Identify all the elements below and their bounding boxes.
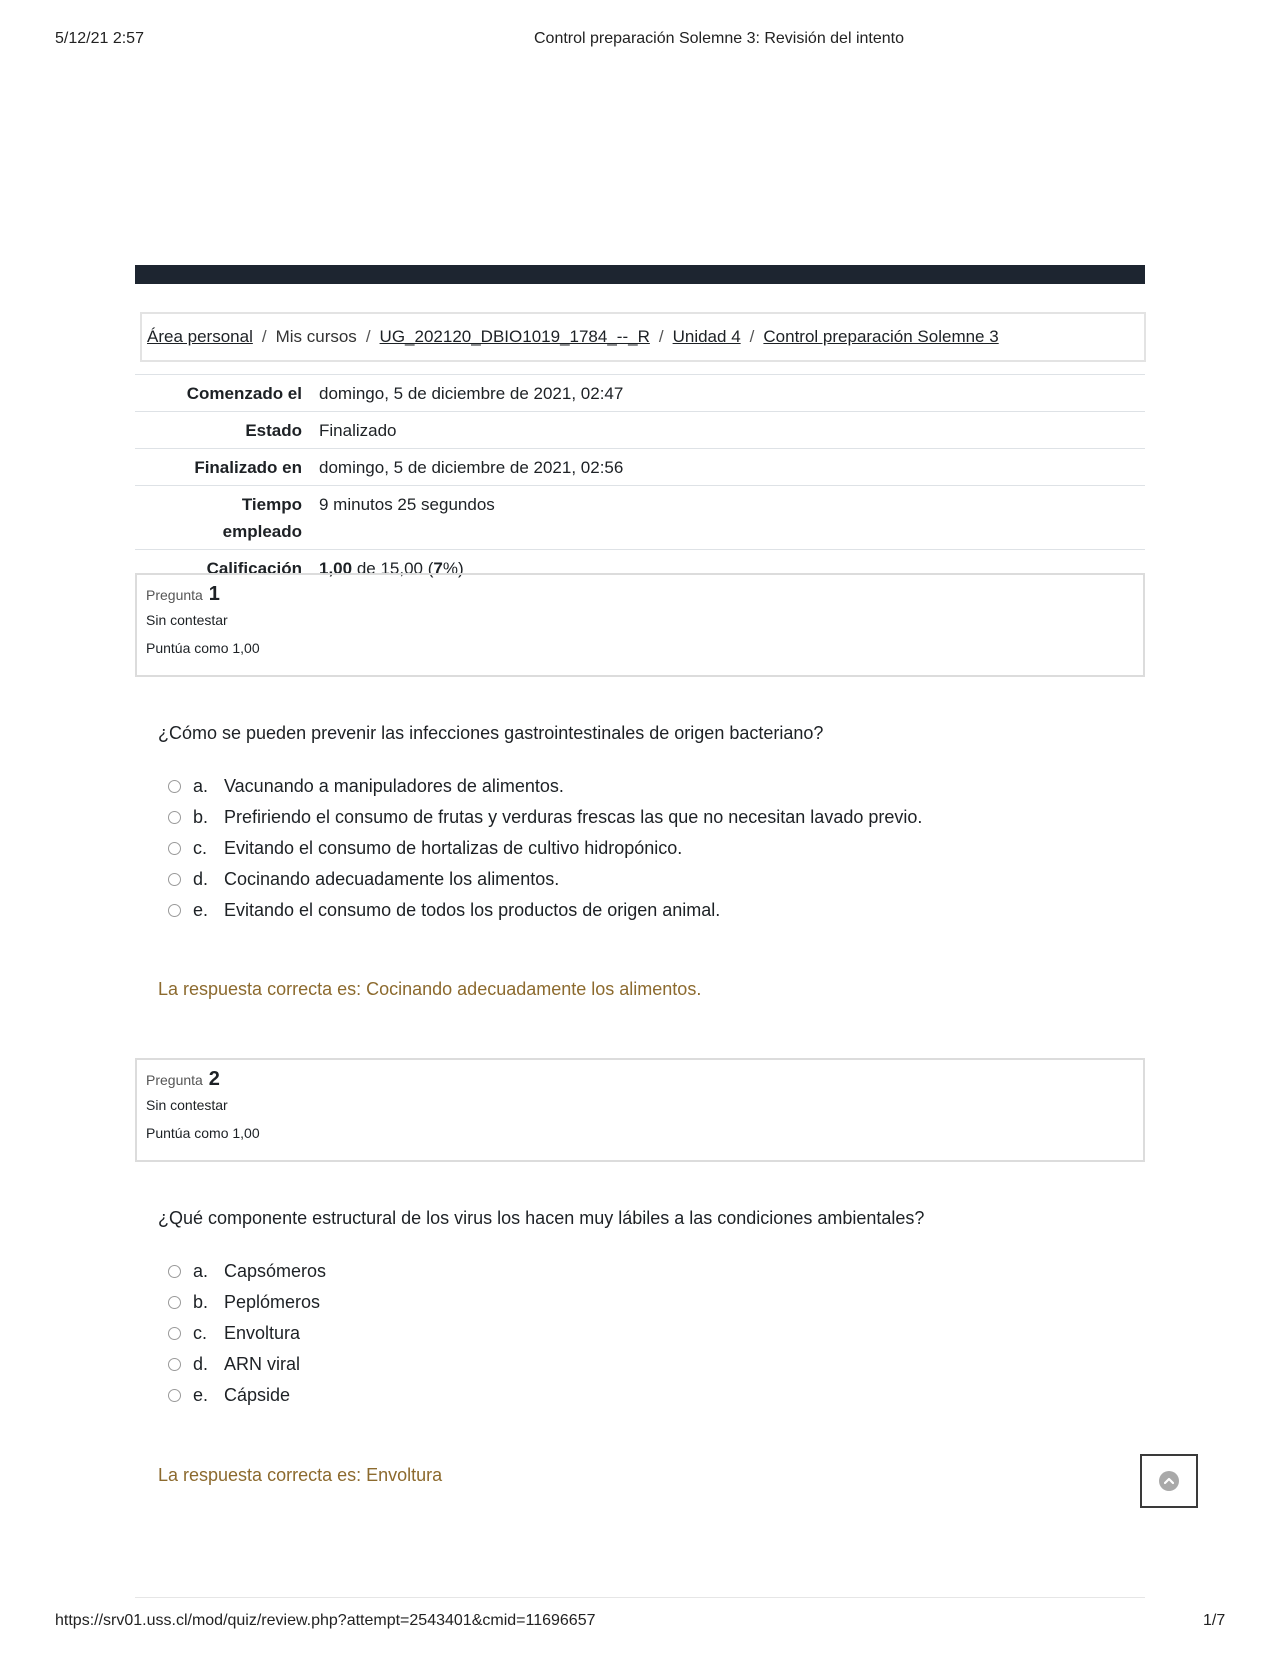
answer-text: Prefiriendo el consumo de frutas y verduras frescas las que no necesitan lavado previo.: [224, 807, 923, 827]
answer-text: Cápside: [224, 1385, 291, 1405]
summary-value: 9 minutos 25 segundos: [319, 486, 1145, 550]
breadcrumb-quiz[interactable]: Control preparación Solemne 3: [763, 327, 999, 346]
right-answer-1: La respuesta correcta es: Cocinando adecuadamente los alimentos.: [158, 979, 702, 999]
answer-option[interactable]: [168, 1349, 326, 1380]
summary-label: Calificación: [135, 550, 319, 587]
breadcrumb-separator: /: [749, 327, 755, 346]
radio-button[interactable]: [168, 1265, 181, 1278]
radio-button[interactable]: [168, 842, 181, 855]
summary-label: Finalizado en: [135, 449, 319, 486]
summary-row-finished: [135, 449, 1145, 486]
summary-label: Comenzado el: [135, 375, 319, 412]
answer-letter: e.: [193, 900, 209, 920]
answer-option[interactable]: [168, 864, 922, 895]
right-answer-2: La respuesta correcta es: Envoltura: [158, 1465, 443, 1485]
answer-option[interactable]: [168, 1287, 326, 1318]
radio-button[interactable]: [168, 904, 181, 917]
summary-row-started: [135, 375, 1145, 412]
answer-option[interactable]: [168, 771, 922, 802]
answer-option[interactable]: [168, 802, 922, 833]
answer-list-2: [168, 1256, 326, 1411]
grade-of: de 15,00 (: [356, 559, 434, 578]
breadcrumb-separator: /: [658, 327, 664, 346]
answer-text: Vacunando a manipuladores de alimentos.: [224, 776, 564, 796]
answer-letter: c.: [193, 1323, 208, 1343]
scroll-to-top-button[interactable]: [1140, 1454, 1198, 1508]
summary-value: domingo, 5 de diciembre de 2021, 02:47: [319, 375, 1145, 412]
answer-letter: d.: [193, 869, 209, 889]
question-state: Sin contestar: [146, 612, 228, 628]
question-number: Pregunta 2: [146, 1068, 220, 1090]
answer-text: Evitando el consumo de todos los productos de origen animal.: [224, 900, 721, 920]
answer-letter: a.: [193, 776, 209, 796]
breadcrumb-separator: /: [365, 327, 371, 346]
radio-button[interactable]: [168, 811, 181, 824]
grade-percent: 7: [433, 559, 443, 578]
breadcrumb-mis-cursos: Mis cursos: [275, 327, 357, 346]
answer-text: Cocinando adecuadamente los alimentos.: [224, 869, 560, 889]
answer-text: Peplómeros: [224, 1292, 321, 1312]
print-header-datetime: 5/12/21 2:57: [55, 30, 144, 47]
answer-option[interactable]: [168, 1256, 326, 1287]
summary-label-line: Tiempo: [241, 495, 302, 514]
grade-score: 1,00: [319, 559, 353, 578]
footer-divider: [135, 1597, 1145, 1598]
breadcrumb: [140, 312, 1146, 362]
question-info-1: [135, 573, 1145, 677]
summary-row-time: [135, 486, 1145, 550]
chevron-up-circle-icon: [1159, 1471, 1179, 1491]
answer-option[interactable]: [168, 1318, 326, 1349]
breadcrumb-unit[interactable]: Unidad 4: [672, 327, 741, 346]
answer-text: Evitando el consumo de hortalizas de cultivo hidropónico.: [224, 838, 683, 858]
summary-row-state: [135, 412, 1145, 449]
print-footer-url: https://srv01.uss.cl/mod/quiz/review.php?attempt=2543401&cmid=11696657: [55, 1612, 596, 1629]
answer-letter: b.: [193, 1292, 209, 1312]
summary-label: Estado: [135, 412, 319, 449]
answer-letter: b.: [193, 807, 209, 827]
question-text-1: ¿Cómo se pueden prevenir las infecciones gastrointestinales de origen bacteriano?: [158, 723, 824, 743]
top-navbar: [135, 265, 1145, 284]
question-text-2: ¿Qué componente estructural de los virus los hacen muy lábiles a las condiciones ambientales?: [158, 1208, 925, 1228]
grade-close: %): [442, 559, 464, 578]
answer-letter: c.: [193, 838, 208, 858]
answer-text: Capsómeros: [224, 1261, 327, 1281]
breadcrumb-course[interactable]: UG_202120_DBIO1019_1784_--_R: [379, 327, 650, 346]
print-footer-page: 1/7: [1203, 1612, 1226, 1629]
question-info-2: [135, 1058, 1145, 1162]
question-grade: Puntúa como 1,00: [146, 1125, 260, 1141]
answer-letter: a.: [193, 1261, 209, 1281]
breadcrumb-area-personal[interactable]: Área personal: [147, 327, 253, 346]
answer-option[interactable]: [168, 1380, 326, 1411]
radio-button[interactable]: [168, 1358, 181, 1371]
answer-text: Envoltura: [224, 1323, 301, 1343]
radio-button[interactable]: [168, 1389, 181, 1402]
summary-value: domingo, 5 de diciembre de 2021, 02:56: [319, 449, 1145, 486]
radio-button[interactable]: [168, 1327, 181, 1340]
answer-option[interactable]: [168, 895, 922, 926]
answer-text: ARN viral: [224, 1354, 301, 1374]
radio-button[interactable]: [168, 1296, 181, 1309]
question-grade: Puntúa como 1,00: [146, 640, 260, 656]
answer-letter: e.: [193, 1385, 209, 1405]
summary-label: [135, 486, 319, 550]
question-state: Sin contestar: [146, 1097, 228, 1113]
breadcrumb-separator: /: [261, 327, 267, 346]
summary-label-line: empleado: [222, 522, 302, 541]
summary-value: Finalizado: [319, 412, 1145, 449]
answer-option[interactable]: [168, 833, 922, 864]
answer-letter: d.: [193, 1354, 209, 1374]
question-number: Pregunta 1: [146, 583, 220, 605]
print-header-title: Control preparación Solemne 3: Revisión del intento: [534, 30, 904, 47]
attempt-summary-table: [135, 374, 1145, 586]
radio-button[interactable]: [168, 780, 181, 793]
answer-list-1: [168, 771, 922, 926]
radio-button[interactable]: [168, 873, 181, 886]
